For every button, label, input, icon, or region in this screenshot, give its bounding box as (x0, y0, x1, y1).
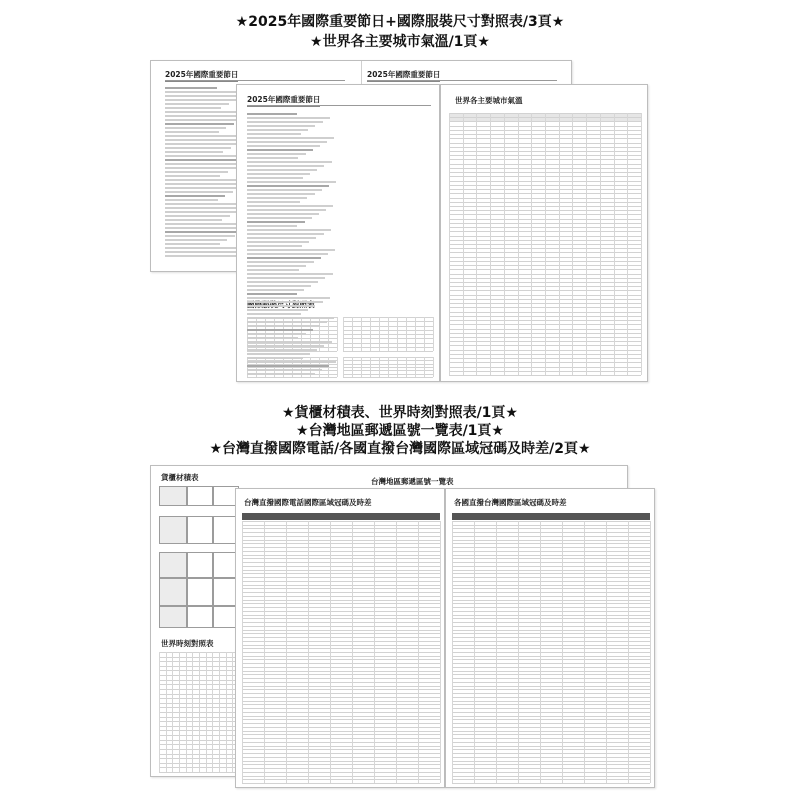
section-heading-2b: ★台灣地區郵遞區號一覽表/1頁★ (296, 423, 504, 439)
dial-out-title: 台灣直撥國際電話國際區域冠碼及時差 (244, 498, 372, 507)
dial-in-title: 各國直撥台灣國際區域冠碼及時差 (454, 498, 567, 507)
world-time-title: 世界時刻對照表 (161, 639, 214, 648)
dial-out-table (242, 521, 440, 783)
section-heading-1a: ★2025年國際重要節日+國際服裝尺寸對照表/3頁★ (235, 14, 565, 30)
city-temps-table (449, 113, 641, 375)
section-heading-2a: ★貨櫃材積表、世界時刻對照表/1頁★ (282, 405, 518, 421)
dial-in-table (452, 521, 650, 783)
clothing-sizes-table-b (343, 317, 433, 351)
clothing-sizes-table-d (343, 357, 433, 377)
container-title: 貨櫃材積表 (161, 473, 199, 482)
holidays-back-right-title: 2025年國際重要節日 (367, 69, 440, 82)
world-time-table (159, 652, 239, 772)
section-heading-2c: ★台灣直撥國際電話/各國直撥台灣國際區域冠碼及時差/2頁★ (209, 441, 591, 457)
section-heading-1b: ★世界各主要城市氣溫/1頁★ (310, 34, 490, 50)
dial-in-sheet (445, 488, 655, 788)
postal-codes-title: 台灣地區郵遞區號一覽表 (371, 477, 454, 486)
city-temps-title: 世界各主要城市氣溫 (455, 96, 523, 105)
holidays-front-title: 2025年國際重要節日 (247, 94, 320, 107)
dial-out-sheet (235, 488, 445, 788)
city-temps-sheet (440, 84, 648, 382)
holidays-front-sheet (236, 84, 440, 382)
holidays-back-title: 2025年國際重要節日 (165, 69, 238, 82)
